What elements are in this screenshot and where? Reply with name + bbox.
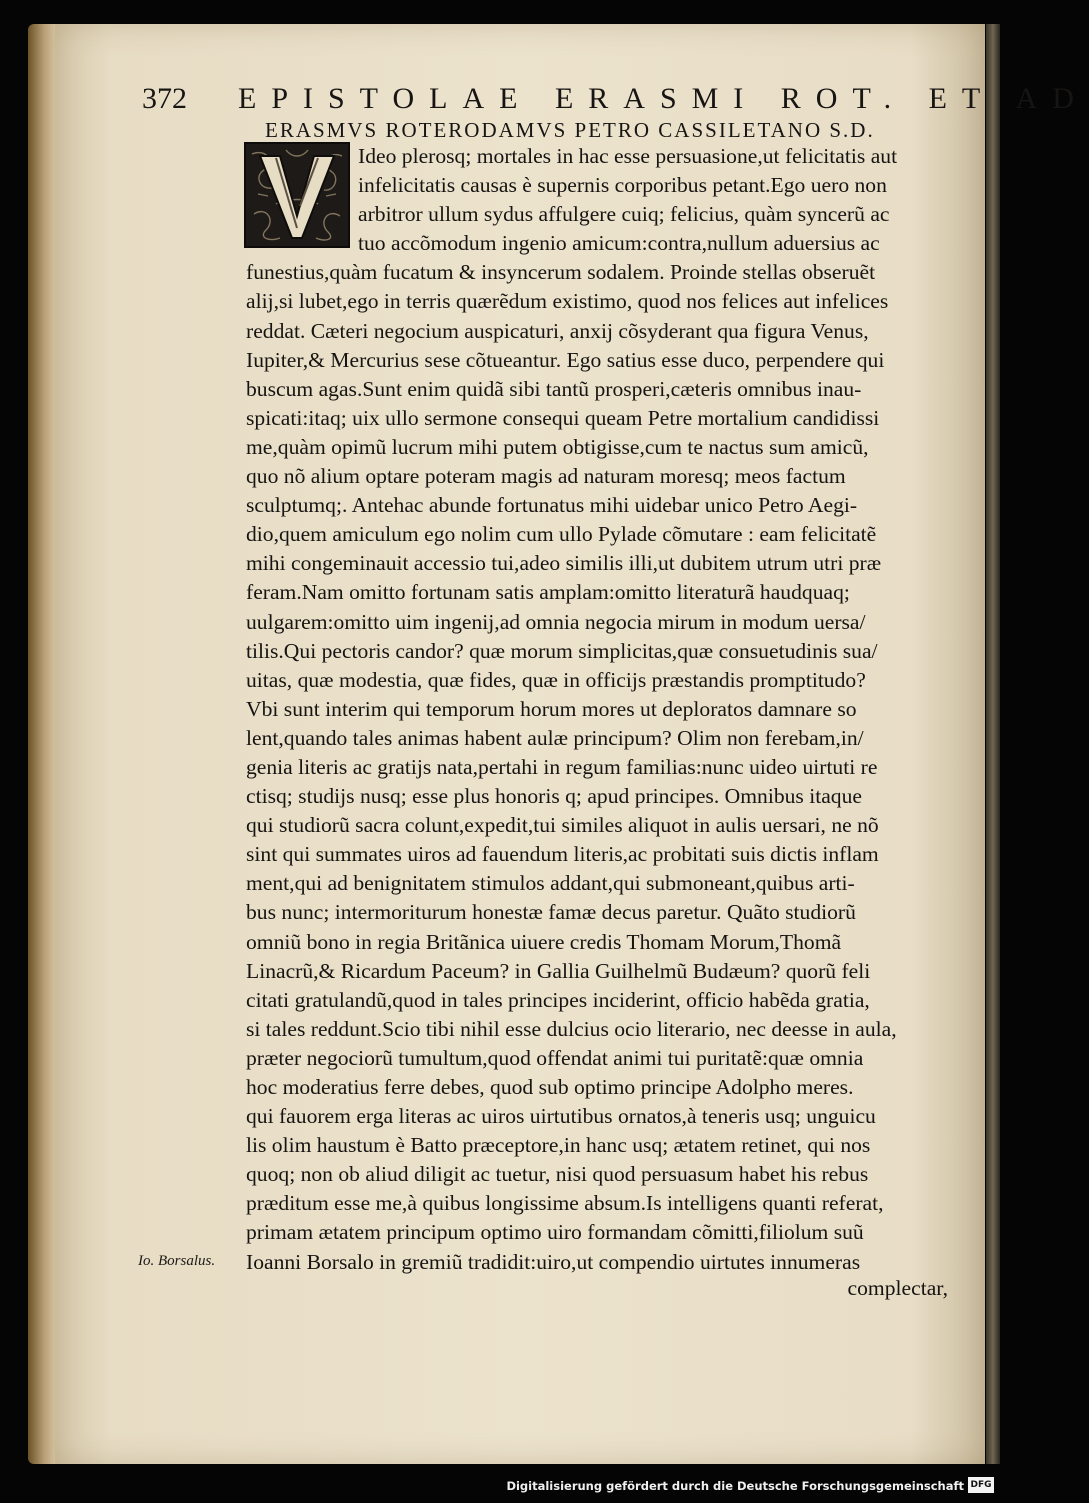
funding-credit: Digitalisierung gefördert durch die Deutsche Forschungsgemeinschaft <box>506 1479 964 1493</box>
text-line: buscum agas.Sunt enim quidã sibi tantũ prosperi,cæteris omnibus inau- <box>246 376 862 401</box>
text-line: dio,quem amiculum ego nolim cum ullo Pylade cõmutare : eam felicitatẽ <box>246 522 877 547</box>
text-line: infelicitatis causas è supernis corporibus petant.Ego uero non <box>358 173 887 198</box>
text-line: alij,si lubet,ego in terris quærẽdum existimo, quod nos felices aut infelices <box>246 289 889 314</box>
text-line: omniũ bono in regia Britãnica uiuere credis Thomam Morum,Thomã <box>246 929 842 954</box>
text-line: bus nunc; intermoriturum honestæ famæ decus paretur. Quãto studiorũ <box>246 900 856 925</box>
text-line: uitas, quæ modestia, quæ fides, quæ in officijs præstandis promptitudo? <box>246 667 866 692</box>
text-line: uulgarem:omitto uim ingenij,ad omnia negocia mirum in modum uersa/ <box>246 609 866 634</box>
text-line: feram.Nam omitto fortunam satis amplam:omitto literaturã haudquaq; <box>246 580 850 605</box>
text-line: arbitror ullum sydus affulgere cuiq; felicius, quàm syncerũ ac <box>358 202 890 227</box>
text-line: tilis.Qui pectoris candor? quæ morum simplicitas,quæ consuetudinis sua/ <box>246 638 878 663</box>
book-gutter-right <box>986 24 1000 1464</box>
letter-heading: ERASMVS ROTERODAMVS PETRO CASSILETANO S.D. <box>265 118 875 142</box>
text-line: sint qui summates uiros ad fauendum literis,ac probitati suis dictis inflam <box>246 842 879 867</box>
text-line: genia literis ac gratijs nata,pertahi in regum familias:nunc uideo uirtuti re <box>246 754 878 779</box>
letter-body <box>246 142 956 1277</box>
text-line: primam ætatem principum optimo uiro formandam cõmitti,filiolum suũ <box>246 1220 864 1245</box>
text-line: lent,quando tales animas habent aulæ principum? Olim non ferebam,in/ <box>246 725 864 750</box>
running-head <box>142 82 1089 118</box>
text-line: ctisq; studijs nusq; esse plus honoris q; apud principes. Omnibus itaque <box>246 784 862 809</box>
text-line: Linacrũ,& Ricardum Paceum? in Gallia Guilhelmũ Budæum? quorũ feli <box>246 958 871 983</box>
text-line: funestius,quàm fucatum & insyncerum sodalem. Proinde stellas obseruẽt <box>246 260 876 285</box>
page-number: 372 <box>142 82 187 115</box>
text-line: quoq; non ob aliud diligit ac tuetur, nisi quod persuasum habet his rebus <box>246 1162 869 1187</box>
text-line: quo nõ alium optare poteram magis ad naturam moresq; meos factum <box>246 464 846 489</box>
text-line: præditum esse me,à quibus longissime absum.Is intelligens quanti referat, <box>246 1191 884 1216</box>
running-head-title: EPISTOLAE ERASMI ROT. ET AD <box>238 82 1089 115</box>
text-line: me,quàm opimũ lucrum mihi putem obtigisse,cum te nactus sum amicũ, <box>246 434 869 459</box>
dfg-logo: DFG <box>968 1477 994 1493</box>
text-line: si tales reddunt.Scio tibi nihil esse dulcius ocio literario, nec deesse in aula, <box>246 1016 897 1041</box>
text-line: sculptumq;. Antehac abunde fortunatus mihi uidebar unico Petro Aegi- <box>246 493 858 518</box>
text-line: lis olim haustum è Batto præceptore,in hanc usq; ætatem retinet, qui nos <box>246 1133 871 1158</box>
text-line: præter negociorũ tumultum,quod offendat animi tui puritatẽ:quæ omnia <box>246 1045 864 1070</box>
text-line: Iupiter,& Mercurius sese cõtueantur. Ego satius esse duco, perpendere qui <box>246 347 885 372</box>
text-line: ment,qui ad benignitatem stimulos addant,qui submoneant,quibus arti- <box>246 871 855 896</box>
text-line: tuo accõmodum ingenio amicum:contra,nullum aduersius ac <box>358 231 880 256</box>
text-line: qui studiorũ sacra colunt,expedit,tui similes aliquot in aulis uersari, ne nõ <box>246 813 879 838</box>
text-line: citati gratulandũ,quod in tales principes inciderint, officio habẽda gratia, <box>246 987 870 1012</box>
text-line: Vbi sunt interim qui temporum horum mores ut deploratos damnare so <box>246 696 857 721</box>
text-line: hoc moderatius ferre debes, quod sub optimo principe Adolpho meres. <box>246 1075 854 1099</box>
text-line: reddat. Cæteri negocium auspicaturi, anxij cõsyderant qua figura Venus, <box>246 318 869 343</box>
digitization-footer <box>0 1467 1000 1503</box>
catchword: complectar, <box>847 1276 948 1300</box>
text-line: Ioanni Borsalo in gremiũ tradidit:uiro,ut compendio uirtutes innumeras <box>246 1249 861 1274</box>
text-line: mihi congeminauit accessio tui,adeo similis illi,ut dubitem utrum utri præ <box>246 551 882 576</box>
margin-note: Io. Borsalus. <box>138 1253 216 1269</box>
book-fore-edge-left <box>28 24 58 1464</box>
text-line: qui fauorem erga literas ac uiros uirtutibus ornatos,à teneris usq; unguicu <box>246 1104 876 1129</box>
text-line: spicati:itaq; uix ullo sermone consequi queam Petre mortalium candidissi <box>246 405 880 430</box>
text-line: Ideo plerosq; mortales in hac esse persuasione,ut felicitatis aut <box>358 144 898 168</box>
